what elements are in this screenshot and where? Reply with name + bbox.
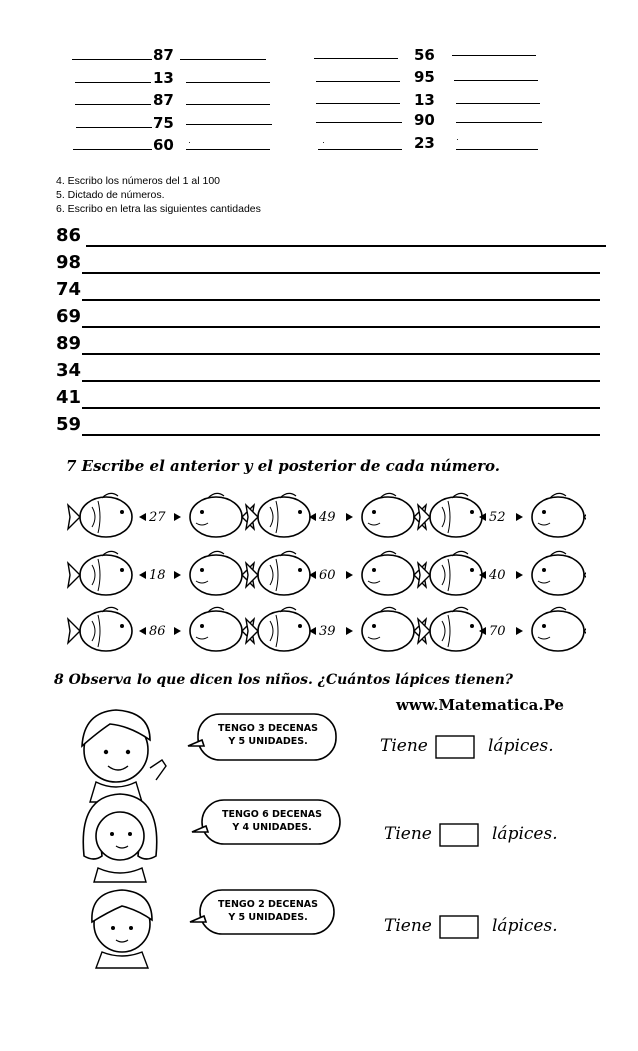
answer-blank[interactable] (316, 81, 400, 82)
exercise-8-title: 8 Observa lo que dicen los niños. ¿Cuántos lápices tienen? (54, 672, 513, 688)
word-line (56, 306, 606, 333)
given-number: 56 (414, 46, 435, 64)
answer-blank[interactable] (316, 103, 400, 104)
word-line (56, 225, 606, 252)
word-answer-line[interactable] (82, 272, 600, 274)
fish-number: 60 (319, 568, 336, 583)
answer-blank[interactable] (75, 82, 151, 83)
instruction-item: 5. Dictado de números. (56, 189, 165, 201)
word-answer-line[interactable] (82, 407, 600, 409)
bubble-line: TENGO 6 DECENAS (221, 809, 322, 820)
lapices-label: lápices. (492, 916, 558, 936)
child-avatar (82, 710, 166, 802)
child-avatar (83, 794, 157, 882)
stray-mark: · (322, 137, 325, 147)
bubble-line: TENGO 2 DECENAS (217, 899, 318, 910)
exercise-7-title: 7 Escribe el anterior y el posterior de cada número. (66, 457, 500, 475)
fish-number: 70 (489, 624, 506, 639)
word-line-number: 98 (56, 252, 82, 273)
word-answer-line[interactable] (82, 434, 600, 436)
answer-box (440, 916, 478, 938)
fish-number: 18 (149, 568, 166, 583)
answer-blank[interactable] (456, 103, 540, 104)
answer-blank[interactable] (186, 82, 270, 83)
fish-number: 40 (489, 568, 506, 583)
given-number: 23 (414, 134, 435, 152)
answer-blank[interactable] (186, 124, 272, 125)
word-answer-line[interactable] (82, 353, 600, 355)
answer-box (440, 824, 478, 846)
word-line (56, 279, 606, 306)
answer-blank[interactable] (186, 149, 270, 150)
fish-number: 86 (149, 624, 166, 639)
word-line (56, 387, 606, 414)
fish-number: 39 (319, 624, 336, 639)
child-avatar (92, 890, 152, 968)
answer-blank[interactable] (316, 122, 402, 123)
answer-blank[interactable] (73, 149, 152, 150)
fish-number: 27 (149, 510, 166, 525)
bubble-line: Y 4 UNIDADES. (232, 822, 312, 833)
answer-blank[interactable] (75, 104, 151, 105)
bubble-line: Y 5 UNIDADES. (228, 912, 308, 923)
given-number: 87 (153, 46, 174, 64)
answer-blank[interactable] (314, 58, 398, 59)
answer-blank[interactable] (318, 149, 402, 150)
given-number: 75 (153, 114, 174, 132)
word-answer-line[interactable] (86, 245, 606, 247)
word-line (56, 252, 606, 279)
lapices-label: lápices. (488, 736, 554, 756)
exercise-8 (50, 664, 610, 976)
answer-blank[interactable] (72, 59, 152, 60)
fish-number: 49 (319, 510, 336, 525)
word-line-number: 34 (56, 360, 82, 381)
speech-bubble-text (210, 808, 334, 834)
answer-box (436, 736, 474, 758)
exercise-7 (66, 455, 586, 655)
answer-blank[interactable] (76, 127, 152, 128)
watermark-logo: www.Matematica.Pe (396, 696, 564, 714)
word-line (56, 333, 606, 360)
given-number: 13 (414, 91, 435, 109)
word-answer-line[interactable] (82, 380, 600, 382)
answer-blank[interactable] (180, 59, 266, 60)
bubble-line: TENGO 3 DECENAS (217, 723, 318, 734)
word-answer-line[interactable] (82, 299, 600, 301)
fish-number: 52 (489, 510, 506, 525)
word-line (56, 414, 606, 441)
answer-blank[interactable] (456, 122, 542, 123)
tiene-label: Tiene (384, 916, 432, 936)
stray-mark: · (456, 134, 459, 144)
word-line-number: 59 (56, 414, 82, 435)
speech-bubble-text (206, 722, 330, 748)
stray-mark: · (188, 137, 191, 147)
instruction-item: 6. Escribo en letra las siguientes cantidades (56, 203, 261, 215)
given-number: 60 (153, 136, 174, 154)
tiene-label: Tiene (384, 824, 432, 844)
instruction-item: 4. Escribo los números del 1 al 100 (56, 175, 221, 187)
word-line-number: 86 (56, 225, 82, 246)
answer-blank[interactable] (186, 104, 270, 105)
given-number: 90 (414, 111, 435, 129)
given-number: 95 (414, 68, 435, 86)
answer-blank[interactable] (456, 149, 538, 150)
bubble-line: Y 5 UNIDADES. (228, 736, 308, 747)
word-line (56, 360, 606, 387)
word-answer-line[interactable] (82, 326, 600, 328)
word-line-number: 41 (56, 387, 82, 408)
lapices-label: lápices. (492, 824, 558, 844)
answer-blank[interactable] (452, 55, 536, 56)
word-line-number: 89 (56, 333, 82, 354)
speech-bubble-text (206, 898, 330, 924)
word-line-number: 74 (56, 279, 82, 300)
word-line-number: 69 (56, 306, 82, 327)
instruction-list (56, 174, 261, 216)
given-number: 13 (153, 69, 174, 87)
given-number: 87 (153, 91, 174, 109)
tiene-label: Tiene (380, 736, 428, 756)
answer-blank[interactable] (454, 80, 538, 81)
